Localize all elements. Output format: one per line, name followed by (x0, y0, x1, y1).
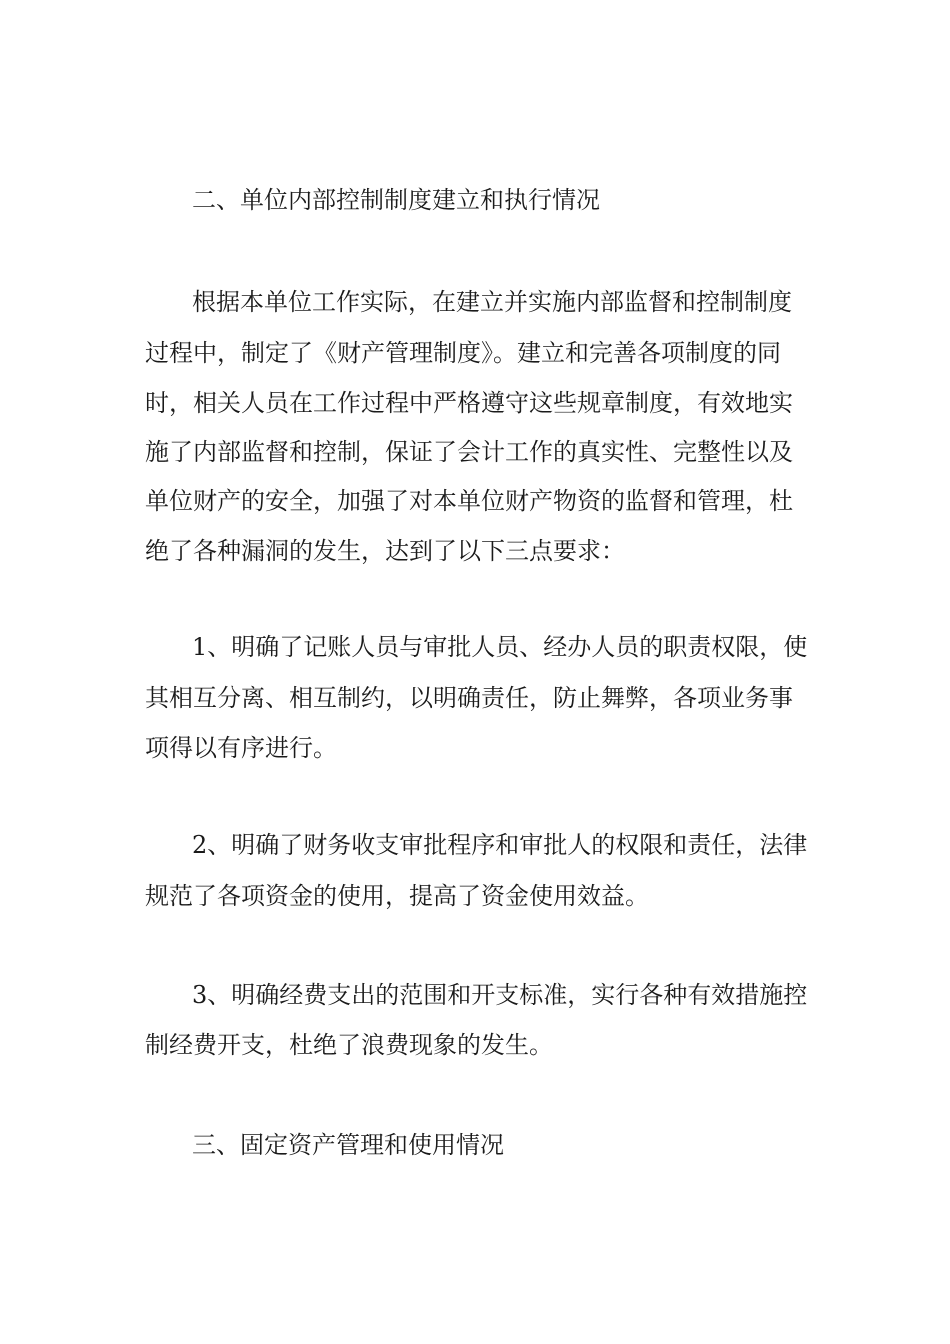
paragraph-line: 根据本单位工作实际，在建立并实施内部监督和控制制度 (192, 288, 792, 316)
list-item-line: 规范了各项资金的使用，提高了资金使用效益。 (145, 882, 649, 910)
paragraph-line: 单位财产的安全，加强了对本单位财产物资的监督和管理，杜 (145, 487, 793, 515)
list-item-line: 项得以有序进行。 (145, 734, 337, 762)
section-heading-fixed-assets: 三、固定资产管理和使用情况 (192, 1131, 504, 1159)
list-item-line: 2、明确了财务收支审批程序和审批人的权限和责任，法律 (192, 831, 808, 859)
list-item-line: 3、明确经费支出的范围和开支标准，实行各种有效措施控 (192, 981, 808, 1009)
list-item-line: 1、明确了记账人员与审批人员、经办人员的职责权限，使 (192, 633, 808, 661)
paragraph-line: 时，相关人员在工作过程中严格遵守这些规章制度，有效地实 (145, 389, 793, 417)
paragraph-line: 过程中，制定了《财产管理制度》。建立和完善各项制度的同 (145, 339, 781, 367)
list-item-line: 其相互分离、相互制约，以明确责任，防止舞弊，各项业务事 (145, 684, 793, 712)
section-heading-internal-control: 二、单位内部控制制度建立和执行情况 (192, 186, 600, 214)
paragraph-line: 绝了各种漏洞的发生，达到了以下三点要求： (145, 537, 625, 565)
list-item-line: 制经费开支，杜绝了浪费现象的发生。 (145, 1031, 553, 1059)
paragraph-line: 施了内部监督和控制，保证了会计工作的真实性、完整性以及 (145, 438, 793, 466)
